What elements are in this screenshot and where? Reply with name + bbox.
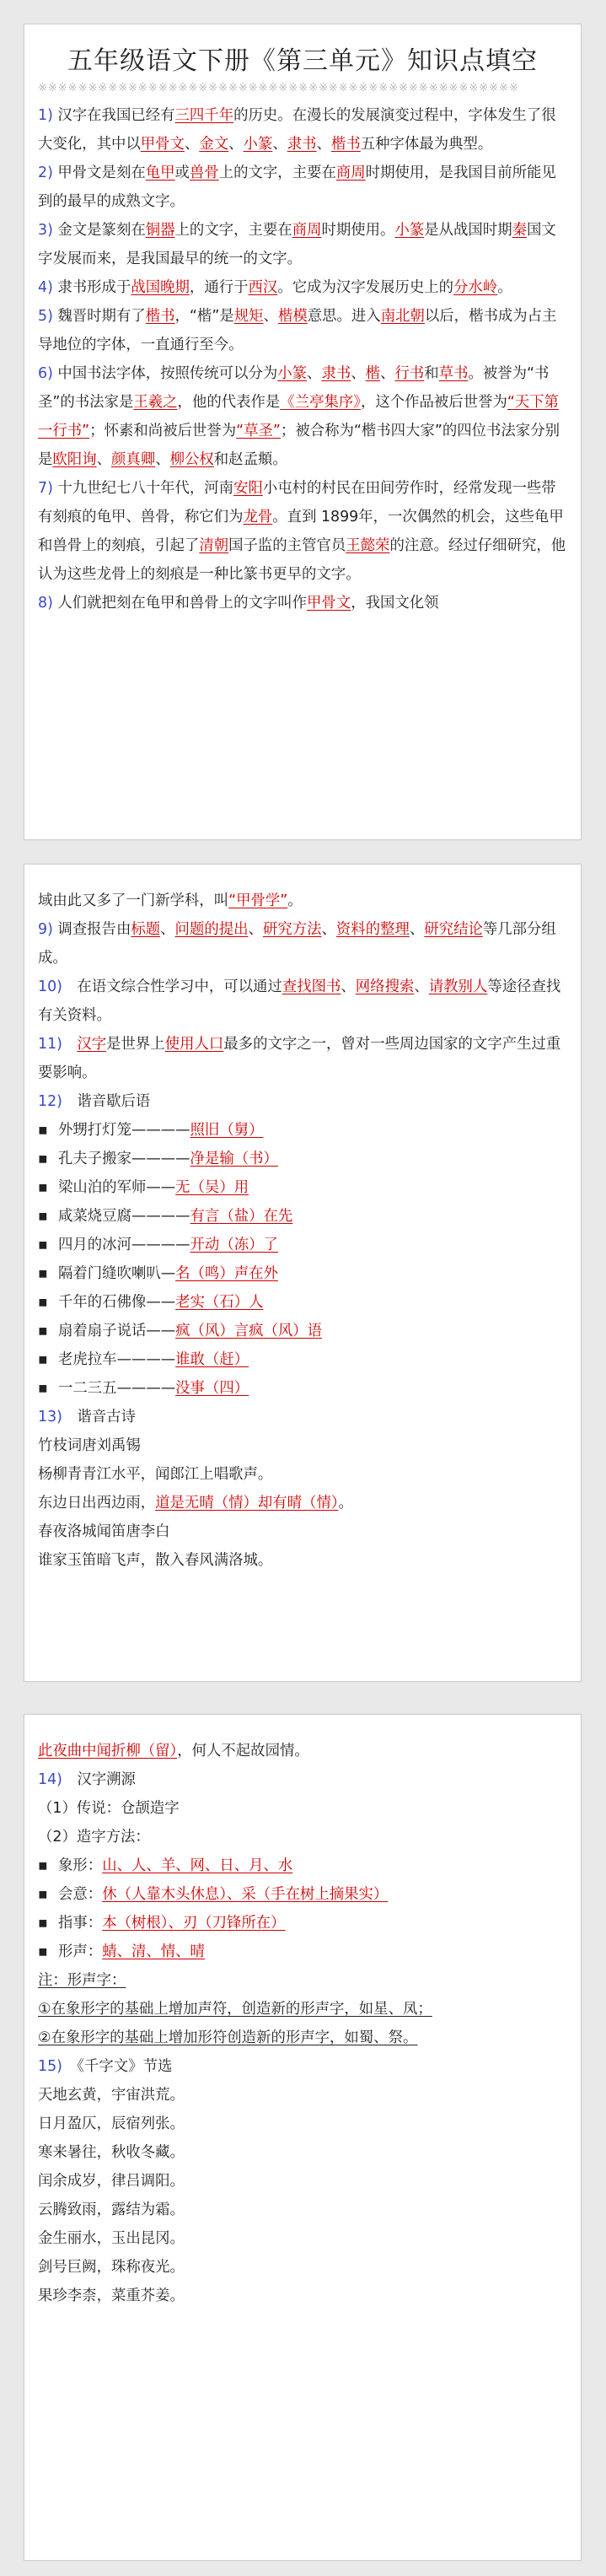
poem-line: 谁家玉笛暗飞声，散入春风满洛城。: [38, 1552, 273, 1569]
answer: 名（鸣）声在外: [175, 1265, 278, 1282]
poem-line-continued: 此夜曲中闻折柳（留），何人不起故园情。: [38, 1743, 309, 1760]
item-number: 10): [38, 978, 62, 995]
answer: 研究结论: [424, 921, 483, 938]
answer: 山、人、羊、网、日、月、水: [102, 1857, 293, 1874]
answer: 没事（四）: [175, 1380, 249, 1397]
answer: 楷模: [277, 308, 308, 325]
answer: 研究方法: [262, 921, 322, 938]
item-1: 1) 汉字在我国已经有三四千年的历史。在漫长的发展演变过程中，字体发生了很大变化，其中以甲骨文、金文、小篆、隶书、楷书五种字体最为典型。: [38, 107, 556, 153]
answer: 无（吴）用: [175, 1179, 249, 1196]
answer: 休（人靠木头休息）、采（手在树上摘果实）: [102, 1886, 389, 1903]
answer: 龟甲: [145, 164, 175, 181]
bullet-icon: ▪: [38, 1886, 48, 1903]
list-item: ▪ 隔着门缝吹喇叭—名（鸣）声在外: [38, 1259, 567, 1288]
answer: 铜器: [145, 222, 175, 239]
answer: 有言（盐）在先: [190, 1208, 293, 1225]
answer: 行书: [394, 365, 425, 382]
bullet-icon: ▪: [38, 1122, 48, 1139]
answer: 颜真卿: [111, 451, 156, 468]
answer: 分水岭: [453, 279, 498, 296]
verse-line: 金生丽水，玉出昆冈。: [38, 2230, 185, 2247]
answer: 兽骨: [189, 164, 219, 181]
sub-item: （1）传说：仓颉造字: [38, 1800, 180, 1817]
item-number: 13): [38, 1409, 62, 1425]
answer: 草书: [438, 365, 469, 382]
answer: 商周: [335, 164, 366, 181]
item-number: 12): [38, 1093, 62, 1110]
item-number: 14): [38, 1771, 62, 1788]
bullet-icon: ▪: [38, 1265, 48, 1282]
item-11: 11) 汉字是世界上使用人口最多的文字之一，曾对一些周边国家的文字产生过重要影响。: [38, 1036, 561, 1081]
verse-line: 云腾致雨，露结为霜。: [38, 2201, 185, 2218]
answer: 小篆: [243, 136, 273, 153]
bullet-icon: ▪: [38, 1323, 48, 1339]
page-title: 五年级语文下册《第三单元》知识点填空: [67, 46, 538, 76]
answer: 商周: [292, 222, 322, 239]
item-number: 6): [38, 365, 53, 382]
item-number: 5): [38, 308, 53, 325]
answer: 《兰亭集序》: [280, 394, 361, 411]
bullet-icon: ▪: [38, 1380, 48, 1397]
xiehouyu-list: [38, 1116, 567, 1403]
list-item: ▪ 扇着扇子说话——疯（风）言疯（风）语: [38, 1317, 567, 1345]
item-3: 3) 金文是篆刻在铜器上的文字，主要在商周时期使用。小篆是从战国时期秦国文字发展而来，是我国最早的统一的文字。: [38, 222, 556, 267]
answer: 使用人口: [164, 1036, 224, 1053]
answer: 道是无晴（情）却有晴（情）: [155, 1495, 339, 1512]
answer: 蜻、清、情、晴: [102, 1943, 205, 1960]
answer: 战国晚期: [131, 279, 190, 296]
answer: 净是输（书）: [190, 1151, 278, 1167]
item-number: 15): [38, 2058, 62, 2075]
item-number: 3): [38, 222, 53, 239]
answer: 规矩: [233, 308, 264, 325]
method-list: [38, 1851, 567, 1966]
list-item: ▪ 外甥打灯笼————照旧（舅）: [38, 1116, 567, 1145]
bullet-icon: ▪: [38, 1915, 48, 1932]
verse-line: 闰余成岁，律吕调阳。: [38, 2173, 185, 2190]
answer: 楷: [365, 365, 381, 382]
page-3: [24, 1714, 582, 2561]
answer: 楷书: [330, 136, 361, 153]
answer: 甲骨文: [140, 136, 185, 153]
sub-item: （2）造字方法：: [38, 1829, 150, 1846]
item-number: 4): [38, 279, 53, 296]
page-1: [24, 24, 582, 840]
page-2: [24, 864, 582, 1682]
note-line: ①在象形字的基础上增加声符，创造新的形声字，如星、凤；: [38, 2001, 432, 2018]
answer: 小篆: [277, 365, 308, 382]
answer: 清朝: [199, 537, 229, 554]
item-5: 5) 魏晋时期有了楷书，“楷”是规矩、楷模意思。进入南北朝以后，楷书成为占主导地位的字体，一直通行至今。: [38, 308, 557, 353]
item-8-continued: 域由此又多了一门新学科，叫“甲骨学”。: [38, 892, 303, 909]
answer: 资料的整理: [335, 921, 410, 938]
verse-line: 剑号巨阙，珠称夜光。: [38, 2259, 185, 2276]
list-item: ▪ 形声：蜻、清、情、晴: [38, 1937, 567, 1966]
answer: 问题的提出: [174, 921, 249, 938]
item-12-heading: 12) 谐音歇后语: [38, 1093, 151, 1110]
item-number: 7): [38, 480, 53, 497]
answer: 欧阳询: [52, 451, 97, 468]
answer: 标题: [131, 921, 161, 938]
answer: “甲骨学”: [228, 892, 288, 909]
bullet-icon: ▪: [38, 1237, 48, 1253]
bullet-icon: ▪: [38, 1208, 48, 1225]
verse-line: 日月盈仄，辰宿列张。: [38, 2115, 185, 2132]
item-number: 9): [38, 921, 53, 938]
qianziwen-list: [38, 2081, 567, 2310]
answer: 隶书: [321, 365, 351, 382]
poem-title: 春夜洛城闻笛唐李白: [38, 1523, 170, 1540]
item-2: 2) 甲骨文是刻在龟甲或兽骨上的文字，主要在商周时期使用，是我国目前所能见到的最早的成熟文字。: [38, 164, 556, 210]
answer: 汉字: [77, 1036, 107, 1053]
verse-line: 寒来暑往，秋收冬藏。: [38, 2144, 185, 2161]
bullet-icon: ▪: [38, 1351, 48, 1368]
verse-line: 果珍李柰，菜重芥姜。: [38, 2288, 185, 2304]
item-number: 2): [38, 164, 53, 181]
answer: 谁敢（赶）: [175, 1351, 249, 1368]
bullet-icon: ▪: [38, 1179, 48, 1196]
item-15-heading: 15) 《千字文》节选: [38, 2058, 173, 2075]
item-8: 8) 人们就把刻在龟甲和兽骨上的文字叫作甲骨文，我国文化领: [38, 595, 439, 612]
poem-line: 东边日出西边雨，道是无晴（情）却有晴（情）。: [38, 1495, 353, 1512]
answer: 楷书: [145, 308, 175, 325]
bullet-icon: ▪: [38, 1943, 48, 1960]
answer: 本（树根）、刃（刀锋所在）: [102, 1915, 286, 1932]
list-item: ▪ 梁山泊的军师——无（吴）用: [38, 1173, 567, 1202]
bullet-icon: ▪: [38, 1857, 48, 1874]
star-divider: ※※※※※※※※※※※※※※※※※※※※※※※※※※※※※※※※※※※※※※※※※※※※※※※※: [38, 82, 519, 94]
item-number: 8): [38, 595, 53, 612]
item-number: 1): [38, 107, 53, 124]
verse-line: 天地玄黄，宇宙洪荒。: [38, 2087, 185, 2104]
answer: “天下第一行书”: [38, 394, 560, 439]
list-item: ▪ 孔夫子搬家————净是输（书）: [38, 1145, 567, 1173]
answer: 开动（冻）了: [190, 1237, 278, 1253]
answer: 金文: [199, 136, 229, 153]
answer: 龙骨: [243, 509, 273, 525]
item-number: 11): [38, 1036, 62, 1053]
answer: 老实（石）人: [175, 1294, 264, 1311]
list-item: ▪ 老虎拉车————谁敢（赶）: [38, 1345, 567, 1374]
item-7: 7) 十九世纪七八十年代，河南安阳小屯村的村民在田间劳作时，经常发现一些带有刻痕的龟甲、兽骨，称它们为龙骨。直到 1899年，一次偶然的机会，这些龟甲和兽骨上的刻痕，引起了清朝国子监的主管官员王懿荣的注意。经过仔细研究，他认为这些龙骨上的刻痕是一种比篆书更早的文字。: [38, 480, 566, 583]
answer: 查找图书: [282, 978, 341, 995]
answer: 秦: [512, 222, 527, 239]
answer: “草圣”: [236, 423, 281, 439]
list-item: ▪ 一二三五————没事（四）: [38, 1374, 567, 1403]
item-4: 4) 隶书形成于战国晚期，通行于西汉。它成为汉字发展历史上的分水岭。: [38, 279, 512, 296]
answer: 疯（风）言疯（风）语: [175, 1323, 323, 1339]
answer: 照旧（舅）: [190, 1122, 264, 1139]
answer: 网络搜索: [355, 978, 415, 995]
item-14-heading: 14) 汉字溯源: [38, 1771, 136, 1788]
answer: 此夜曲中闻折柳（留）: [38, 1743, 178, 1760]
answer: 小篆: [394, 222, 425, 239]
item-10: 10) 在语文综合性学习中，可以通过查找图书、网络搜索、请教别人等途径查找有关资料。: [38, 978, 561, 1024]
answer: 请教别人: [428, 978, 488, 995]
bullet-icon: ▪: [38, 1151, 48, 1167]
answer: 甲骨文: [307, 595, 351, 612]
list-item: ▪ 会意：休（人靠木头休息）、采（手在树上摘果实）: [38, 1880, 567, 1909]
list-item: ▪ 千年的石佛像——老实（石）人: [38, 1288, 567, 1317]
answer: 南北朝: [380, 308, 425, 325]
answer: 王懿荣: [346, 537, 390, 554]
answer: 西汉: [248, 279, 278, 296]
item-9: 9) 调查报告由标题、问题的提出、研究方法、资料的整理、研究结论等几部分组成。: [38, 921, 556, 967]
note-line: ②在象形字的基础上增加形符创造新的形声字，如蜀、祭。: [38, 2029, 418, 2046]
note-heading: 注：形声字：: [38, 1972, 126, 1989]
item-13-heading: 13) 谐音古诗: [38, 1409, 136, 1425]
list-item: ▪ 指事：本（树根）、刃（刀锋所在）: [38, 1909, 567, 1937]
poem-title: 竹枝词唐刘禹锡: [38, 1437, 141, 1454]
list-item: ▪ 咸菜烧豆腐————有言（盐）在先: [38, 1202, 567, 1231]
answer: 柳公权: [169, 451, 214, 468]
list-item: ▪ 四月的冰河————开动（冻）了: [38, 1231, 567, 1259]
answer: 三四千年: [174, 107, 234, 124]
bullet-icon: ▪: [38, 1294, 48, 1311]
answer: 安阳: [233, 480, 263, 497]
answer: 隶书: [287, 136, 317, 153]
item-6: 6) 中国书法字体，按照传统可以分为小篆、隶书、楷、行书和草书。被誉为“书圣”的书法家是王羲之，他的代表作是《兰亭集序》，这个作品被后世誉为“天下第一行书”；怀素和尚被后世誉为“草圣”；被合称为“楷书四大家”的四位书法家分别是欧阳询、颜真卿、柳公权和赵孟頫。: [38, 365, 560, 468]
answer: 王羲之: [133, 394, 178, 411]
list-item: ▪ 象形：山、人、羊、网、日、月、水: [38, 1851, 567, 1880]
poem-line: 杨柳青青江水平，闻郎江上唱歌声。: [38, 1466, 273, 1483]
